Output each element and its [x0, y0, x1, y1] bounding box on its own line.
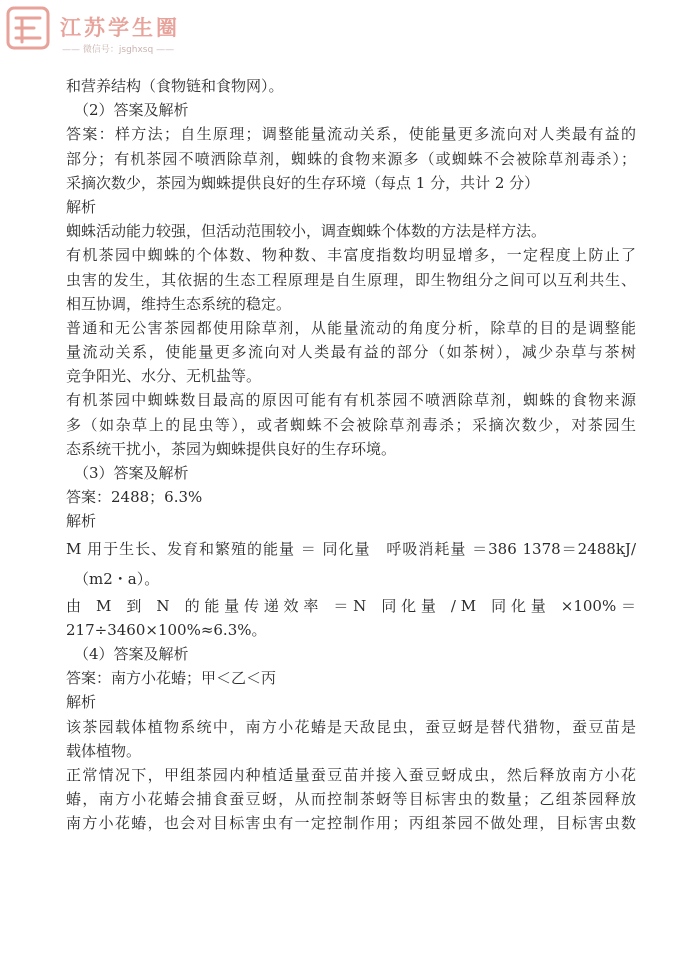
text-line: M 用于生长、发育和繁殖的能量 ＝ 同化量 呼吸消耗量 ＝386 1378＝2488kJ/ — [66, 539, 636, 558]
text-line: 虫害的发生，其依据的生态工程原理是自生原理，即生物组分之间可以互利共生、 — [66, 270, 636, 289]
text-line: 解析 — [66, 512, 97, 531]
text-line: 217÷3460×100%≈6.3%。 — [66, 620, 267, 639]
text-line: （2）答案及解析 — [74, 101, 189, 120]
text-line: 多（如杂草上的昆虫等），或者蜘蛛不会被除草剂毒杀；采摘次数少，对茶园生 — [66, 415, 636, 434]
logo-mark-icon — [6, 6, 50, 50]
text-line: （3）答案及解析 — [74, 464, 189, 482]
text-line: 解析 — [66, 693, 97, 712]
text-line: 态系统干扰小，茶园为蜘蛛提供良好的生存环境。 — [66, 439, 397, 458]
text-line: 普通和无公害茶园都使用除草剂，从能量流动的角度分析，除草的目的是调整能 — [66, 318, 636, 337]
text-line: 载体植物。 — [66, 741, 142, 760]
text-line: 采摘次数少，茶园为蜘蛛提供良好的生存环境（每点 1 分，共计 2 分） — [66, 173, 540, 192]
text-line: 正常情况下，甲组茶园内种植适量蚕豆苗并接入蚕豆蚜成虫，然后释放南方小花 — [66, 765, 636, 784]
text-line: 解析 — [66, 197, 97, 216]
text-line: 南方小花蝽，也会对目标害虫有一定控制作用；丙组茶园不做处理，目标害虫数 — [66, 814, 636, 833]
site-logo — [6, 6, 196, 56]
logo-subtitle: —— 微信号：jsghxsq —— — [62, 42, 174, 55]
text-line: 由 M 到 N 的 能 量 传 递 效 率 ＝ N 同 化 量 / M 同 化 量 ×100% ＝ — [66, 596, 636, 615]
text-line: 和营养结构（食物链和食物网）。 — [66, 77, 284, 95]
text-line: 量流动关系，使能量更多流向对人类最有益的部分（如茶树），减少杂草与茶树 — [66, 343, 636, 362]
text-line: 相互协调，维持生态系统的稳定。 — [66, 294, 292, 313]
text-line: 答案：样方法；自生原理；调整能量流动关系，使能量更多流向对人类最有益的 — [66, 125, 636, 144]
text-line: 部分；有机茶园不喷洒除草剂，蜘蛛的食物来源多（或蜘蛛不会被除草剂毒杀）； — [66, 149, 636, 168]
text-line: 蝽，南方小花蝽会捕食蚕豆蚜，从而控制茶蚜等目标害虫的数量；乙组茶园释放 — [66, 790, 636, 809]
text-line: （m2・a）。 — [74, 569, 160, 588]
text-line: （4）答案及解析 — [74, 644, 189, 663]
text-line: 竞争阳光、水分、无机盐等。 — [66, 367, 262, 386]
text-line: 该茶园载体植物系统中，南方小花蝽是天敌昆虫，蚕豆蚜是替代猎物，蚕豆苗是 — [66, 717, 636, 736]
text-line: 答案：南方小花蝽；甲＜乙＜丙 — [66, 669, 277, 688]
text-line: 答案：2488；6.3% — [66, 488, 203, 507]
text-line: 蜘蛛活动能力较强，但活动范围较小，调查蜘蛛个体数的方法是样方法。 — [66, 222, 547, 241]
text-line: 有机茶园中蜘蛛数目最高的原因可能有有机茶园不喷洒除草剂，蜘蛛的食物来源 — [66, 391, 636, 410]
logo-title: 江苏学生圈 — [60, 16, 180, 40]
text-line: 有机茶园中蜘蛛的个体数、物种数、丰富度指数均明显增多，一定程度上防止了 — [66, 246, 636, 265]
document-body — [66, 74, 636, 835]
